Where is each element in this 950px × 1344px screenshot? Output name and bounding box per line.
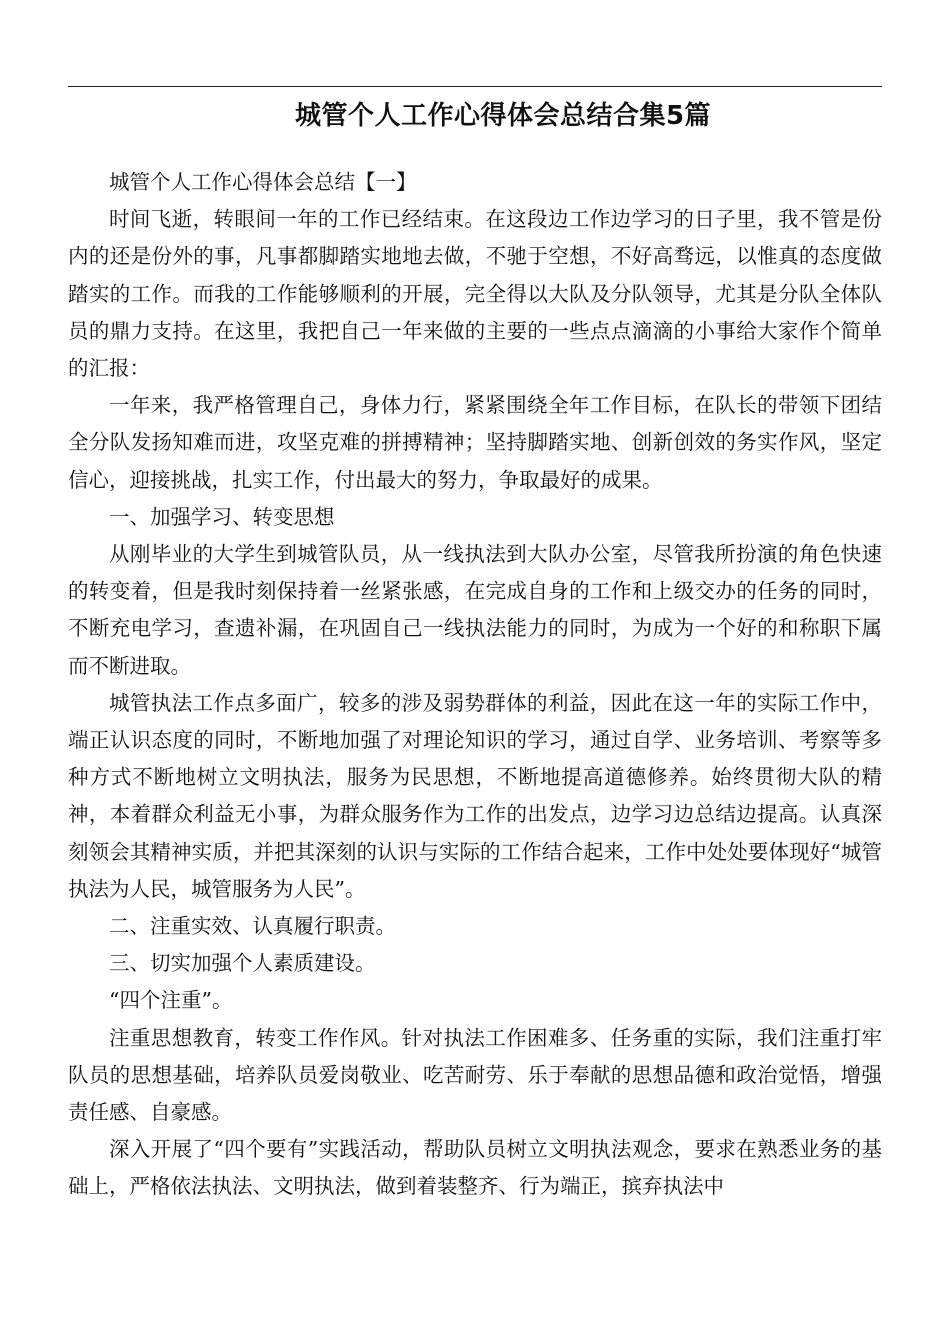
paragraph-study-2: 城管执法工作点多面广，较多的涉及弱势群体的利益，因此在这一年的实际工作中，端正认识态度的同时，不断地加强了对理论知识的学习，通过自学、业务培训、考察等多种方式不断地树立文明执法，服务为民思想，不断地提高道德修养。始终贯彻大队的精神，本着群众利益无小事，为群众服务作为工作的出发点，边学习边总结边提高。认真深刻领会其精神实质，并把其深刻的认识与实际的工作结合起来，工作中处处要体现好“城管执法为人民，城管服务为人民”。	[68, 690, 882, 901]
subheading-four-focus: “四个注重”。	[109, 988, 233, 1013]
subheading-study: 一、加强学习、转变思想	[109, 504, 335, 529]
section-heading-1: 城管个人工作心得体会总结【一】	[109, 170, 417, 194]
paragraph-summary: 一年来，我严格管理自己，身体力行，紧紧围绕全年工作目标，在队长的带领下团结全分队发扬知难而进，攻坚克难的拼搏精神；坚持脚踏实地、创新创效的务实作风，坚定信心，迎接挑战，扎实工作，付出最大的努力，争取最好的成果。	[68, 393, 882, 492]
paragraph-practice: 深入开展了“四个要有”实践活动，帮助队员树立文明执法观念，要求在熟悉业务的基础上，严格依法执法、文明执法，做到着装整齐、行为端正，摈弃执法中	[68, 1137, 882, 1199]
subheading-quality: 三、切实加强个人素质建设。	[109, 951, 376, 976]
paragraph-intro: 时间飞逝，转眼间一年的工作已经结束。在这段边工作边学习的日子里，我不管是份内的还是份外的事，凡事都脚踏实地地去做，不驰于空想，不好高骛远，以惟真的态度做踏实的工作。而我的工作能够顺利的开展，完全得以大队及分队领导，尤其是分队全体队员的鼎力支持。在这里，我把自己一年来做的主要的一些点点滴滴的小事给大家作个简单的汇报：	[68, 207, 882, 381]
header-rule	[68, 86, 882, 87]
document-title: 城管个人工作心得体会总结合集5篇	[294, 101, 712, 131]
paragraph-study-1: 从刚毕业的大学生到城管队员，从一线执法到大队办公室，尽管我所扮演的角色快速的转变着，但是我时刻保持着一丝紧张感，在完成自身的工作和上级交办的任务的同时，不断充电学习，查遗补漏，在巩固自己一线执法能力的同时，为成为一个好的和称职下属而不断进取。	[68, 542, 882, 678]
subheading-duty: 二、注重实效、认真履行职责。	[109, 914, 396, 939]
document-body	[68, 164, 882, 1206]
paragraph-ideology: 注重思想教育，转变工作作风。针对执法工作困难多、任务重的实际，我们注重打牢队员的思想基础，培养队员爱岗敬业、吃苦耐劳、乐于奉献的思想品德和政治觉悟，增强责任感、自豪感。	[68, 1025, 882, 1125]
